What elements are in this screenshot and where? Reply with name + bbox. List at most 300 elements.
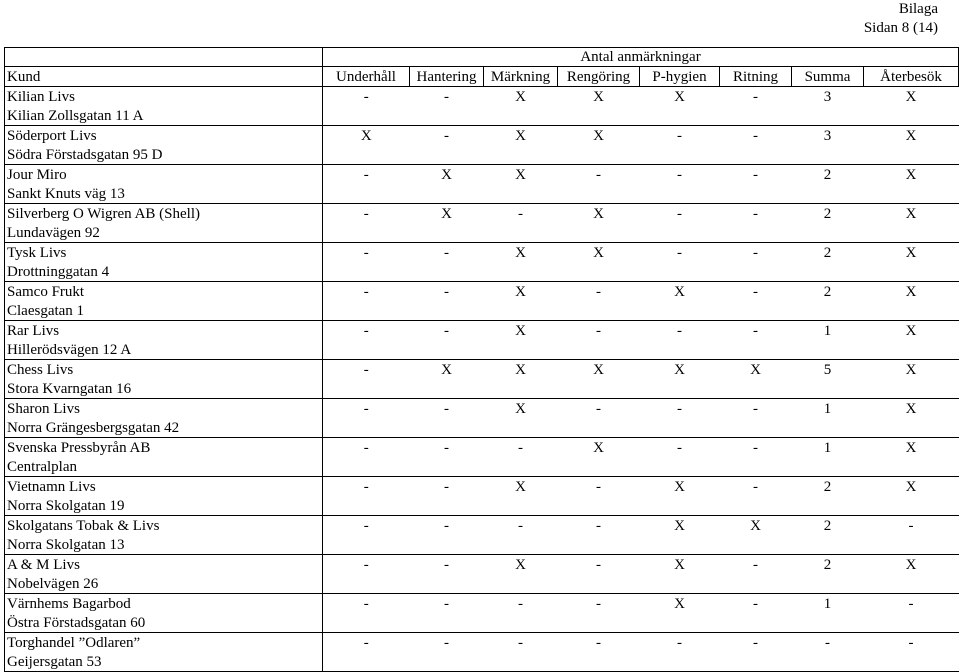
column-header-hantering: Hantering: [410, 67, 484, 87]
empty-cell: [558, 574, 640, 594]
table-row: [5, 243, 959, 263]
column-header-kund: Kund: [5, 67, 323, 87]
table-row-address: [5, 418, 959, 438]
cell-p-hygien: X: [640, 516, 720, 536]
customer-name: Sharon Livs: [5, 399, 323, 419]
empty-cell: [720, 223, 792, 243]
table-row: [5, 633, 959, 653]
cell-p-hygien: X: [640, 360, 720, 380]
cell-markning: -: [484, 438, 558, 458]
cell-rengoring: X: [558, 243, 640, 263]
cell-underhall: -: [323, 594, 410, 614]
cell-summa: 2: [792, 555, 864, 575]
cell-markning: X: [484, 282, 558, 302]
empty-cell: [640, 457, 720, 477]
empty-cell: [558, 652, 640, 672]
cell-ritning: X: [720, 516, 792, 536]
cell-hantering: -: [410, 477, 484, 497]
empty-cell: [484, 496, 558, 516]
remarks-table: [4, 47, 959, 672]
table-row: [5, 360, 959, 380]
table-row: [5, 126, 959, 146]
cell-hantering: -: [410, 438, 484, 458]
empty-cell: [558, 184, 640, 204]
cell-hantering: X: [410, 204, 484, 224]
cell-p-hygien: -: [640, 438, 720, 458]
empty-cell: [410, 574, 484, 594]
cell-summa: 1: [792, 321, 864, 341]
cell-ritning: -: [720, 594, 792, 614]
customer-name: Jour Miro: [5, 165, 323, 185]
empty-cell: [864, 496, 959, 516]
cell-summa: 3: [792, 87, 864, 107]
empty-cell: [864, 262, 959, 282]
column-header-rengoring: Rengöring: [558, 67, 640, 87]
empty-cell: [323, 184, 410, 204]
empty-cell: [864, 613, 959, 633]
empty-cell: [410, 223, 484, 243]
customer-name: Torghandel ”Odlaren”: [5, 633, 323, 653]
empty-cell: [484, 301, 558, 321]
empty-cell: [323, 301, 410, 321]
empty-cell: [720, 613, 792, 633]
cell-markning: -: [484, 594, 558, 614]
cell-ritning: -: [720, 204, 792, 224]
customer-address: Nobelvägen 26: [5, 574, 323, 594]
cell-aterbesok: X: [864, 165, 959, 185]
column-header-aterbesok: Återbesök: [864, 67, 959, 87]
cell-rengoring: X: [558, 360, 640, 380]
cell-ritning: -: [720, 555, 792, 575]
table-row-address: [5, 301, 959, 321]
empty-cell: [484, 262, 558, 282]
table-row-address: [5, 184, 959, 204]
cell-markning: X: [484, 399, 558, 419]
empty-cell: [720, 145, 792, 165]
empty-cell: [410, 145, 484, 165]
empty-cell: [558, 106, 640, 126]
cell-aterbesok: X: [864, 555, 959, 575]
empty-cell: [792, 379, 864, 399]
empty-cell: [640, 574, 720, 594]
empty-cell: [720, 262, 792, 282]
empty-cell: [484, 457, 558, 477]
empty-cell: [410, 496, 484, 516]
customer-name: Svenska Pressbyrån AB: [5, 438, 323, 458]
customer-address: Sankt Knuts väg 13: [5, 184, 323, 204]
empty-cell: [484, 535, 558, 555]
empty-cell: [864, 223, 959, 243]
cell-underhall: -: [323, 555, 410, 575]
empty-cell: [640, 145, 720, 165]
empty-cell: [323, 613, 410, 633]
empty-cell: [720, 340, 792, 360]
empty-cell: [720, 574, 792, 594]
cell-hantering: -: [410, 243, 484, 263]
empty-cell: [484, 613, 558, 633]
cell-rengoring: -: [558, 594, 640, 614]
empty-cell: [864, 379, 959, 399]
cell-ritning: -: [720, 87, 792, 107]
column-header-summa: Summa: [792, 67, 864, 87]
cell-ritning: -: [720, 633, 792, 653]
empty-cell: [323, 535, 410, 555]
customer-address: Östra Förstadsgatan 60: [5, 613, 323, 633]
empty-cell: [410, 340, 484, 360]
cell-summa: 2: [792, 243, 864, 263]
cell-hantering: -: [410, 282, 484, 302]
empty-cell: [323, 262, 410, 282]
customer-address: Norra Skolgatan 19: [5, 496, 323, 516]
empty-cell: [720, 652, 792, 672]
customer-name: Rar Livs: [5, 321, 323, 341]
cell-ritning: X: [720, 360, 792, 380]
table-row: [5, 399, 959, 419]
cell-hantering: -: [410, 555, 484, 575]
empty-cell: [640, 418, 720, 438]
empty-cell: [792, 223, 864, 243]
empty-cell: [323, 106, 410, 126]
cell-rengoring: -: [558, 555, 640, 575]
customer-address: Stora Kvarngatan 16: [5, 379, 323, 399]
cell-rengoring: -: [558, 321, 640, 341]
customer-address: Geijersgatan 53: [5, 652, 323, 672]
empty-cell: [792, 652, 864, 672]
cell-p-hygien: X: [640, 555, 720, 575]
empty-cell: [410, 613, 484, 633]
cell-hantering: -: [410, 516, 484, 536]
empty-cell: [484, 418, 558, 438]
empty-cell: [792, 457, 864, 477]
cell-markning: -: [484, 633, 558, 653]
empty-cell: [640, 496, 720, 516]
cell-hantering: -: [410, 399, 484, 419]
empty-cell: [864, 340, 959, 360]
cell-markning: X: [484, 321, 558, 341]
cell-underhall: -: [323, 633, 410, 653]
cell-p-hygien: -: [640, 243, 720, 263]
appendix-label: Bilaga: [898, 1, 938, 17]
cell-p-hygien: -: [640, 321, 720, 341]
table-row-address: [5, 652, 959, 672]
empty-cell: [484, 652, 558, 672]
customer-name: Kilian Livs: [5, 87, 323, 107]
empty-cell: [640, 535, 720, 555]
cell-hantering: -: [410, 126, 484, 146]
cell-underhall: -: [323, 321, 410, 341]
empty-cell: [323, 145, 410, 165]
cell-markning: X: [484, 126, 558, 146]
empty-cell: [558, 223, 640, 243]
table-row-address: [5, 574, 959, 594]
empty-cell: [558, 301, 640, 321]
empty-cell: [640, 340, 720, 360]
cell-rengoring: X: [558, 126, 640, 146]
empty-cell: [323, 457, 410, 477]
empty-cell: [864, 301, 959, 321]
empty-cell: [484, 340, 558, 360]
table-row: [5, 594, 959, 614]
cell-aterbesok: X: [864, 204, 959, 224]
table-row: [5, 282, 959, 302]
table-row-address: [5, 496, 959, 516]
empty-cell: [864, 652, 959, 672]
cell-underhall: -: [323, 165, 410, 185]
customer-name: Söderport Livs: [5, 126, 323, 146]
cell-ritning: -: [720, 126, 792, 146]
cell-summa: 2: [792, 516, 864, 536]
cell-summa: 3: [792, 126, 864, 146]
cell-ritning: -: [720, 321, 792, 341]
empty-cell: [323, 574, 410, 594]
empty-cell: [484, 223, 558, 243]
customer-address: Kilian Zollsgatan 11 A: [5, 106, 323, 126]
cell-aterbesok: -: [864, 516, 959, 536]
customer-address: Drottninggatan 4: [5, 262, 323, 282]
table-row: [5, 438, 959, 458]
empty-cell: [864, 184, 959, 204]
empty-cell: [558, 340, 640, 360]
cell-ritning: -: [720, 243, 792, 263]
empty-cell: [720, 535, 792, 555]
cell-p-hygien: -: [640, 204, 720, 224]
cell-hantering: -: [410, 87, 484, 107]
empty-cell: [792, 262, 864, 282]
table-row-address: [5, 106, 959, 126]
empty-cell: [640, 379, 720, 399]
cell-ritning: -: [720, 477, 792, 497]
customer-address: Södra Förstadsgatan 95 D: [5, 145, 323, 165]
cell-summa: -: [792, 633, 864, 653]
cell-underhall: -: [323, 438, 410, 458]
cell-aterbesok: X: [864, 399, 959, 419]
cell-ritning: -: [720, 165, 792, 185]
customer-address: Norra Grängesbergsgatan 42: [5, 418, 323, 438]
cell-ritning: -: [720, 438, 792, 458]
cell-hantering: -: [410, 633, 484, 653]
table-row-address: [5, 457, 959, 477]
cell-aterbesok: -: [864, 594, 959, 614]
empty-cell: [558, 262, 640, 282]
cell-rengoring: -: [558, 165, 640, 185]
customer-address: Centralplan: [5, 457, 323, 477]
empty-cell: [864, 535, 959, 555]
empty-cell: [410, 457, 484, 477]
empty-cell: [484, 145, 558, 165]
empty-cell: [558, 613, 640, 633]
empty-cell: [720, 301, 792, 321]
empty-cell: [864, 574, 959, 594]
cell-ritning: -: [720, 399, 792, 419]
empty-cell: [484, 184, 558, 204]
empty-cell: [640, 223, 720, 243]
table-row: [5, 321, 959, 341]
table-row-address: [5, 535, 959, 555]
cell-rengoring: -: [558, 633, 640, 653]
empty-cell: [792, 340, 864, 360]
empty-cell: [484, 106, 558, 126]
customer-name: Chess Livs: [5, 360, 323, 380]
cell-p-hygien: X: [640, 87, 720, 107]
empty-cell: [864, 457, 959, 477]
cell-summa: 5: [792, 360, 864, 380]
cell-aterbesok: X: [864, 438, 959, 458]
table-row: [5, 165, 959, 185]
empty-cell: [640, 613, 720, 633]
empty-cell: [410, 379, 484, 399]
customer-name: Skolgatans Tobak & Livs: [5, 516, 323, 536]
column-header-row: [5, 67, 959, 87]
cell-aterbesok: X: [864, 360, 959, 380]
empty-cell: [410, 535, 484, 555]
cell-underhall: -: [323, 204, 410, 224]
customer-address: Claesgatan 1: [5, 301, 323, 321]
empty-cell: [720, 184, 792, 204]
cell-hantering: -: [410, 321, 484, 341]
table-row: [5, 204, 959, 224]
cell-rengoring: X: [558, 438, 640, 458]
group-header-row: [5, 48, 959, 67]
cell-hantering: X: [410, 165, 484, 185]
empty-cell: [720, 496, 792, 516]
table-row-address: [5, 262, 959, 282]
empty-cell: [720, 418, 792, 438]
empty-cell: [558, 379, 640, 399]
customer-name: Tysk Livs: [5, 243, 323, 263]
customer-name: Vietnamn Livs: [5, 477, 323, 497]
cell-p-hygien: X: [640, 477, 720, 497]
cell-summa: 1: [792, 399, 864, 419]
cell-rengoring: -: [558, 516, 640, 536]
empty-cell: [640, 301, 720, 321]
cell-summa: 2: [792, 282, 864, 302]
empty-cell: [484, 574, 558, 594]
page-number: Sidan 8 (14): [863, 20, 938, 36]
cell-aterbesok: X: [864, 126, 959, 146]
table-row: [5, 477, 959, 497]
empty-cell: [410, 418, 484, 438]
table-row-address: [5, 223, 959, 243]
cell-markning: -: [484, 204, 558, 224]
empty-cell: [558, 457, 640, 477]
cell-markning: X: [484, 360, 558, 380]
column-header-markning: Märkning: [484, 67, 558, 87]
customer-address: Norra Skolgatan 13: [5, 535, 323, 555]
table-row: [5, 516, 959, 536]
cell-p-hygien: -: [640, 633, 720, 653]
cell-rengoring: X: [558, 204, 640, 224]
cell-rengoring: X: [558, 87, 640, 107]
table-row-address: [5, 613, 959, 633]
empty-cell: [792, 613, 864, 633]
cell-summa: 1: [792, 438, 864, 458]
empty-cell: [323, 652, 410, 672]
empty-cell: [792, 418, 864, 438]
cell-markning: X: [484, 555, 558, 575]
cell-hantering: X: [410, 360, 484, 380]
cell-underhall: -: [323, 243, 410, 263]
cell-rengoring: -: [558, 399, 640, 419]
group-header: Antal anmärkningar: [323, 48, 959, 67]
page-header: [864, 0, 938, 38]
empty-cell: [864, 145, 959, 165]
empty-cell: [792, 301, 864, 321]
cell-p-hygien: -: [640, 399, 720, 419]
empty-cell: [792, 535, 864, 555]
empty-cell: [484, 379, 558, 399]
empty-cell: [558, 535, 640, 555]
cell-summa: 1: [792, 594, 864, 614]
cell-markning: X: [484, 243, 558, 263]
empty-cell: [323, 340, 410, 360]
empty-cell: [792, 184, 864, 204]
cell-underhall: -: [323, 360, 410, 380]
cell-aterbesok: -: [864, 633, 959, 653]
cell-rengoring: -: [558, 282, 640, 302]
cell-hantering: -: [410, 594, 484, 614]
cell-underhall: -: [323, 282, 410, 302]
cell-underhall: X: [323, 126, 410, 146]
empty-cell: [323, 418, 410, 438]
customer-name: Silverberg O Wigren AB (Shell): [5, 204, 323, 224]
empty-cell: [323, 379, 410, 399]
empty-cell: [640, 652, 720, 672]
empty-cell: [792, 574, 864, 594]
cell-summa: 2: [792, 204, 864, 224]
empty-cell: [640, 262, 720, 282]
customer-address: Hillerödsvägen 12 A: [5, 340, 323, 360]
cell-ritning: -: [720, 282, 792, 302]
table-row-address: [5, 379, 959, 399]
empty-cell: [323, 223, 410, 243]
customer-name: A & M Livs: [5, 555, 323, 575]
column-header-ritning: Ritning: [720, 67, 792, 87]
cell-markning: X: [484, 165, 558, 185]
customer-address: Lundavägen 92: [5, 223, 323, 243]
empty-cell: [720, 457, 792, 477]
cell-summa: 2: [792, 477, 864, 497]
cell-markning: X: [484, 477, 558, 497]
empty-cell: [410, 184, 484, 204]
empty-cell: [410, 652, 484, 672]
cell-markning: -: [484, 516, 558, 536]
cell-underhall: -: [323, 516, 410, 536]
cell-aterbesok: X: [864, 243, 959, 263]
table-row-address: [5, 340, 959, 360]
column-header-p-hygien: P-hygien: [640, 67, 720, 87]
column-header-underhall: Underhåll: [323, 67, 410, 87]
empty-cell: [410, 262, 484, 282]
empty-cell: [864, 418, 959, 438]
empty-cell: [792, 496, 864, 516]
table-row: [5, 555, 959, 575]
empty-cell: [558, 145, 640, 165]
cell-summa: 2: [792, 165, 864, 185]
empty-cell: [323, 496, 410, 516]
cell-underhall: -: [323, 399, 410, 419]
cell-aterbesok: X: [864, 477, 959, 497]
cell-markning: X: [484, 87, 558, 107]
empty-cell: [558, 418, 640, 438]
customer-name: Värnhems Bagarbod: [5, 594, 323, 614]
empty-cell: [410, 106, 484, 126]
cell-p-hygien: X: [640, 282, 720, 302]
empty-cell: [410, 301, 484, 321]
cell-aterbesok: X: [864, 321, 959, 341]
empty-cell: [558, 496, 640, 516]
empty-cell: [720, 379, 792, 399]
empty-cell: [720, 106, 792, 126]
